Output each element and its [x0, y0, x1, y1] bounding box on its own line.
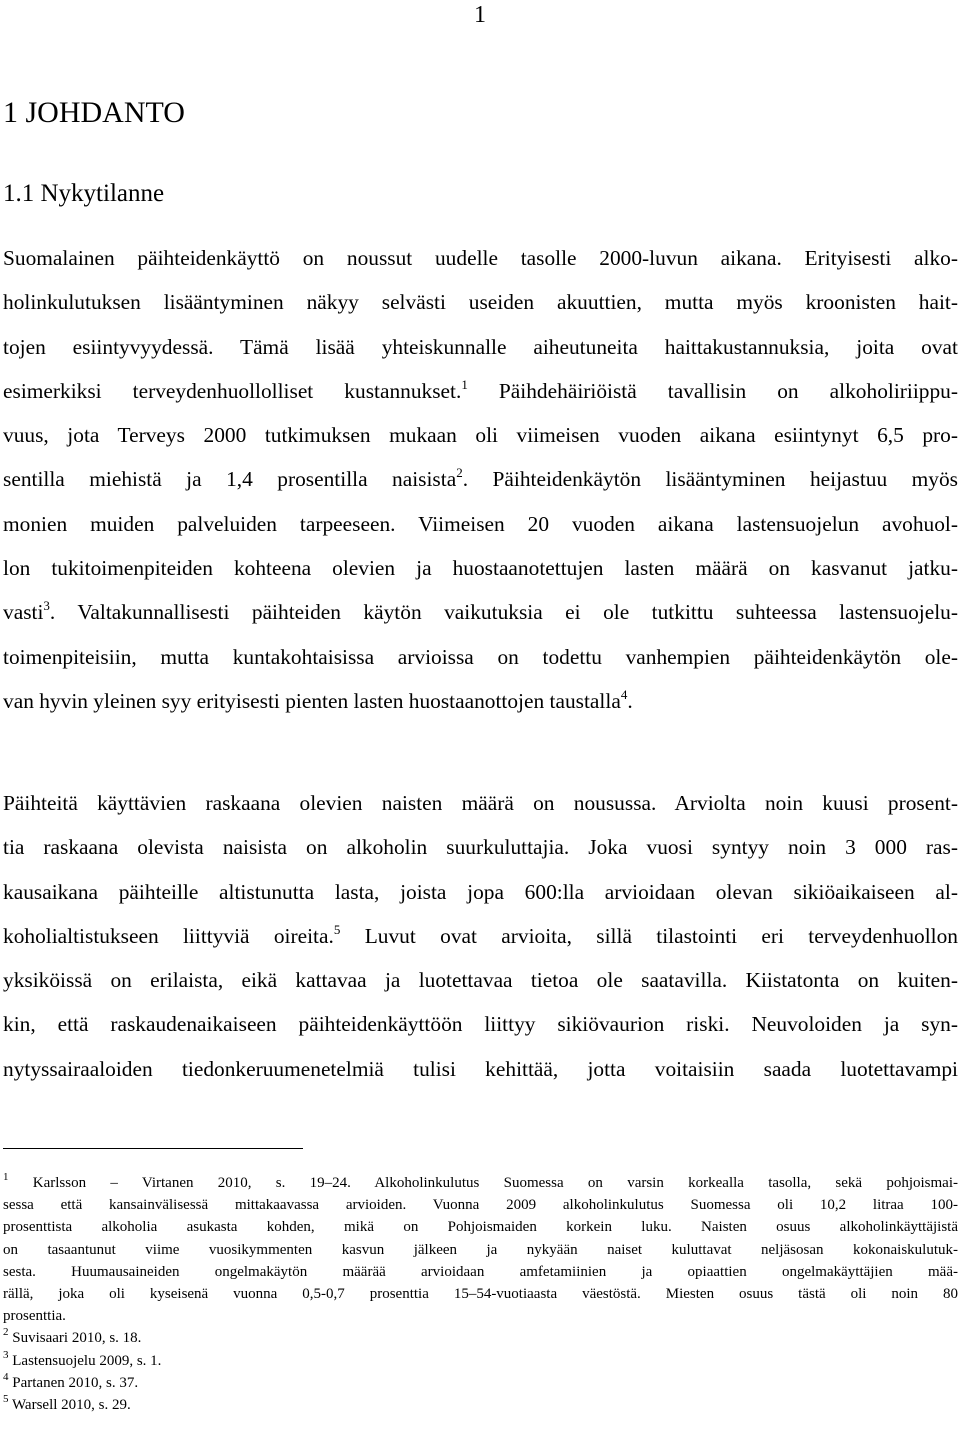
- footnote-line: sessa että kansainvälisessä mittakaavassa arvioiden. Vuonna 2009 alkoholinkulutus Suomessa oli 10,2 litraa 100-: [3, 1197, 958, 1214]
- footnote-ref: 4: [620, 686, 628, 702]
- text-line: van hyvin yleinen syy erityisesti pienten lasten huostaanottojen taustalla$^4$.: [3, 686, 633, 713]
- footnote-ref: 5: [333, 921, 341, 937]
- text-line: Suomalainen päihteidenkäyttö on noussut uudelle tasolle 2000-luvun aikana. Erityisesti alko-: [3, 246, 958, 270]
- footnote-line: on tasaantunut viime vuosikymmenten kasvun jälkeen ja nykyään naiset kuluttavat neljäsosan kokonaiskulutuk-: [3, 1241, 958, 1258]
- text-line: holinkulutuksen lisääntyminen näkyy selvästi useiden akuuttien, mutta myös kroonisten hait-: [3, 290, 958, 315]
- footnotes: [3, 1172, 958, 1416]
- footnote-separator: [3, 1148, 303, 1149]
- footnote-number: 5: [3, 1392, 9, 1405]
- footnote-ref: 3: [43, 598, 50, 614]
- footnote-line: prosenttista alkoholia asukasta kohden, mikä on Pohjoismaiden korkein luku. Naisten osuus alkoholinkäyttäjistä: [3, 1219, 958, 1236]
- footnote-number: 1: [3, 1171, 9, 1183]
- text-line: nytyssairaaloiden tiedonkeruumenetelmiä tulisi kehittää, jotta voitaisiin saada luotettavampi: [3, 1056, 958, 1081]
- chapter-heading: 1 JOHDANTO: [3, 96, 185, 129]
- footnote-5: $^5$ Warsell 2010, s. 29.: [3, 1392, 131, 1413]
- text-line: tia raskaana olevista naisista on alkoholin suurkuluttajia. Joka vuosi syntyy noin 3 000 ras-: [3, 835, 958, 860]
- text-line: kausaikana päihteille altistunutta lasta, joista jopa 600:lla arvioidaan olevan sikiöaikaiseen al-: [3, 879, 958, 904]
- text-line: vuus, jota Terveys 2000 tutkimuksen mukaan oli viimeisen vuoden aikana esiintynyt 6,5 pro-: [3, 423, 958, 448]
- text-line: Päihteitä käyttävien raskaana olevien naisten määrä on nousussa. Arviolta noin kuusi prosent-: [3, 791, 958, 815]
- footnote-line: sesta. Huumausaineiden ongelmakäytön määrää arvioidaan amfetamiinien ja opiaattien ongelmakäyttäjien mää-: [3, 1263, 958, 1280]
- footnote-4: $^4$ Partanen 2010, s. 37.: [3, 1370, 139, 1391]
- footnote-number: 4: [3, 1370, 9, 1383]
- footnote-line: rällä, joka oli kyseisenä vuonna 0,5-0,7 prosenttia 15–54-vuotiaasta väestöstä. Miesten osuus tästä oli noin 80: [3, 1285, 958, 1302]
- page-number: 1: [474, 2, 486, 28]
- paragraph-2: [3, 781, 958, 1091]
- footnote-number: 2: [3, 1326, 9, 1339]
- footnote-2: $^2$ Suvisaari 2010, s. 18.: [3, 1326, 142, 1347]
- paragraph-1: [3, 236, 958, 723]
- footnote-line: prosenttia.: [3, 1308, 66, 1325]
- section-heading: 1.1 Nykytilanne: [3, 180, 165, 207]
- text-line: vasti$^3$. Valtakunnallisesti päihteiden käytön vaikutuksia ei ole tutkittu suhteessa lastensuojelu-: [3, 598, 958, 625]
- footnote-line: $^1$ Karlsson – Virtanen 2010, s. 19–24. Alkoholinkulutus Suomessa on varsin korkealla tasolla, sekä pohjoismai-: [3, 1171, 958, 1191]
- text-line: koholialtistukseen liittyviä oireita.$^5$ Luvut ovat arvioita, sillä tilastointi eri terveydenhuollon: [3, 921, 958, 948]
- text-line: toimenpiteisiin, mutta kuntakohtaisissa arvioissa on todettu vanhempien päihteidenkäytön ole-: [3, 644, 958, 669]
- text-line: lon tukitoimenpiteiden kohteena olevien ja huostaanotettujen lasten määrä on kasvanut jatku-: [3, 556, 958, 581]
- footnote-number: 3: [3, 1348, 9, 1361]
- text-line: esimerkiksi terveydenhuollolliset kustannukset.$^1$ Päihdehäiriöistä tavallisin on alkoholiriippu-: [3, 376, 959, 403]
- text-line: kin, että raskaudenaikaiseen päihteidenkäyttöön liittyy sikiövaurion riski. Neuvoloiden ja syn-: [3, 1012, 958, 1037]
- footnote-ref: 1: [461, 376, 468, 392]
- text-line: yksiköissä on erilaista, eikä kattavaa ja luotettavaa tietoa ole saatavilla. Kiistatonta on kuiten-: [3, 968, 958, 993]
- footnote-ref: 2: [456, 465, 463, 481]
- footnote-3: $^3$ Lastensuojelu 2009, s. 1.: [3, 1348, 162, 1369]
- text-line: monien muiden palveluiden tarpeeseen. Viimeisen 20 vuoden aikana lastensuojelun avohuol-: [3, 511, 958, 536]
- text-line: tojen esiintyvyydessä. Tämä lisää yhteiskunnalle aiheutuneita haittakustannuksia, joita ovat: [3, 334, 958, 359]
- text-line: sentilla miehistä ja 1,4 prosentilla naisista$^2$. Päihteidenkäytön lisääntyminen heijastuu myös: [3, 465, 958, 492]
